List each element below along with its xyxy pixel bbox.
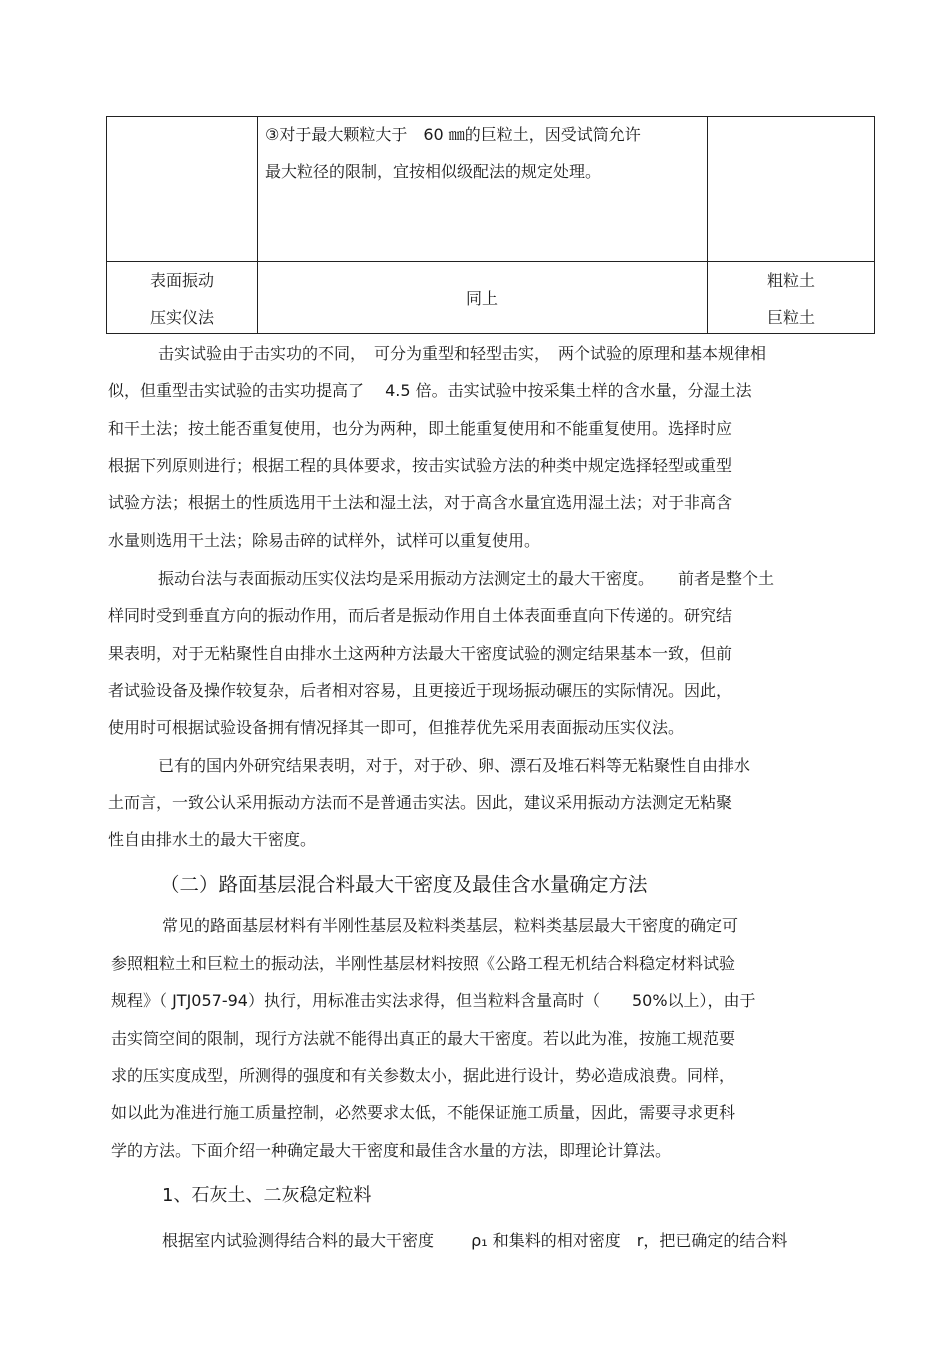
paragraph-line: 样同时受到垂直方向的振动作用，而后者是振动作用自土体表面垂直向下传递的。研究结: [108, 606, 733, 625]
paragraph-line: 试验方法；根据土的性质选用干土法和湿土法，对于高含水量宜选用湿土法；对于非高含: [108, 493, 733, 512]
paragraph-line: 土而言，一致公认采用振动方法而不是普通击实法。因此，建议采用振动方法测定无粘聚: [108, 793, 733, 812]
paragraph-line: 者试验设备及操作较复杂，后者相对容易，且更接近于现场振动碾压的实际情况。因此，: [108, 681, 733, 700]
paragraph-line: 似，但重型击实试验的击实功提高了 4.5 倍。击实试验中按采集土样的含水量，分湿土法: [108, 381, 752, 400]
paragraph-line: 根据室内试验测得结合料的最大干密度 ρ₁ 和集料的相对密度 r，把已确定的结合料: [162, 1231, 788, 1250]
table-note-line: ③对于最大颗粒大于 60 ㎜的巨粒土，因受试筒允许: [265, 125, 641, 144]
table-method-cell: [107, 262, 257, 336]
paragraph-line: 和干土法；按土能否重复使用，也分为两种，即土能重复使用和不能重复使用。选择时应: [108, 419, 733, 438]
table-note-cell: [265, 116, 705, 190]
paragraph-line: 使用时可根据试验设备拥有情况择其一即可，但推荐优先采用表面振动压实仪法。: [108, 718, 685, 737]
paragraph-line: 规程》（ JTJ057-94）执行，用标准击实法求得，但当粒料含量高时（ 50%以上），由于: [111, 991, 756, 1010]
table-soil-cell: [707, 262, 875, 336]
paragraph-line: 性自由排水土的最大干密度。: [108, 830, 317, 849]
table-note-same: 同上: [465, 289, 498, 308]
paragraph-line: 参照粗粒土和巨粒土的振动法，半刚性基层材料按照《公路工程无机结合料稳定材料试验: [111, 954, 736, 973]
table-soil-line: 粗粒土: [766, 271, 815, 290]
table-soil-line: 巨粒土: [766, 308, 815, 327]
paragraph-line: 水量则选用干土法；除易击碎的试样外，试样可以重复使用。: [108, 531, 541, 550]
paragraph-line: 如以此为准进行施工质量控制，必然要求太低，不能保证施工质量，因此，需要寻求更科: [111, 1103, 736, 1122]
section-heading: （二）路面基层混合料最大干密度及最佳含水量确定方法: [160, 873, 648, 896]
paragraph-line: 根据下列原则进行；根据工程的具体要求，按击实试验方法的种类中规定选择轻型或重型: [108, 456, 733, 475]
method-table: [106, 116, 875, 334]
table-method-line: 表面振动: [149, 271, 214, 290]
paragraph-line: 常见的路面基层材料有半刚性基层及粒料类基层，粒料类基层最大干密度的确定可: [162, 916, 739, 935]
paragraph-line: 求的压实度成型，所测得的强度和有关参数太小，据此进行设计，势必造成浪费。同样，: [111, 1066, 736, 1085]
paragraph-line: 振动台法与表面振动压实仪法均是采用振动方法测定土的最大干密度。 前者是整个土: [158, 569, 775, 588]
table-note-line: 最大粒径的限制，宜按相似级配法的规定处理。: [265, 162, 602, 181]
subsection-heading: 1、石灰土、二灰稳定粒料: [162, 1185, 372, 1206]
paragraph-line: 击实试验由于击实功的不同， 可分为重型和轻型击实， 两个试验的原理和基本规律相: [158, 344, 767, 363]
paragraph-line: 已有的国内外研究结果表明，对于，对于砂、卵、漂石及堆石料等无粘聚性自由排水: [158, 756, 751, 775]
paragraph-line: 击实筒空间的限制，现行方法就不能得出真正的最大干密度。若以此为准，按施工规范要: [111, 1029, 736, 1048]
paragraph-line: 学的方法。下面介绍一种确定最大干密度和最佳含水量的方法，即理论计算法。: [111, 1141, 672, 1160]
table-method-line: 压实仪法: [149, 308, 214, 327]
paragraph-line: 果表明，对于无粘聚性自由排水土这两种方法最大干密度试验的测定结果基本一致，但前: [108, 644, 733, 663]
